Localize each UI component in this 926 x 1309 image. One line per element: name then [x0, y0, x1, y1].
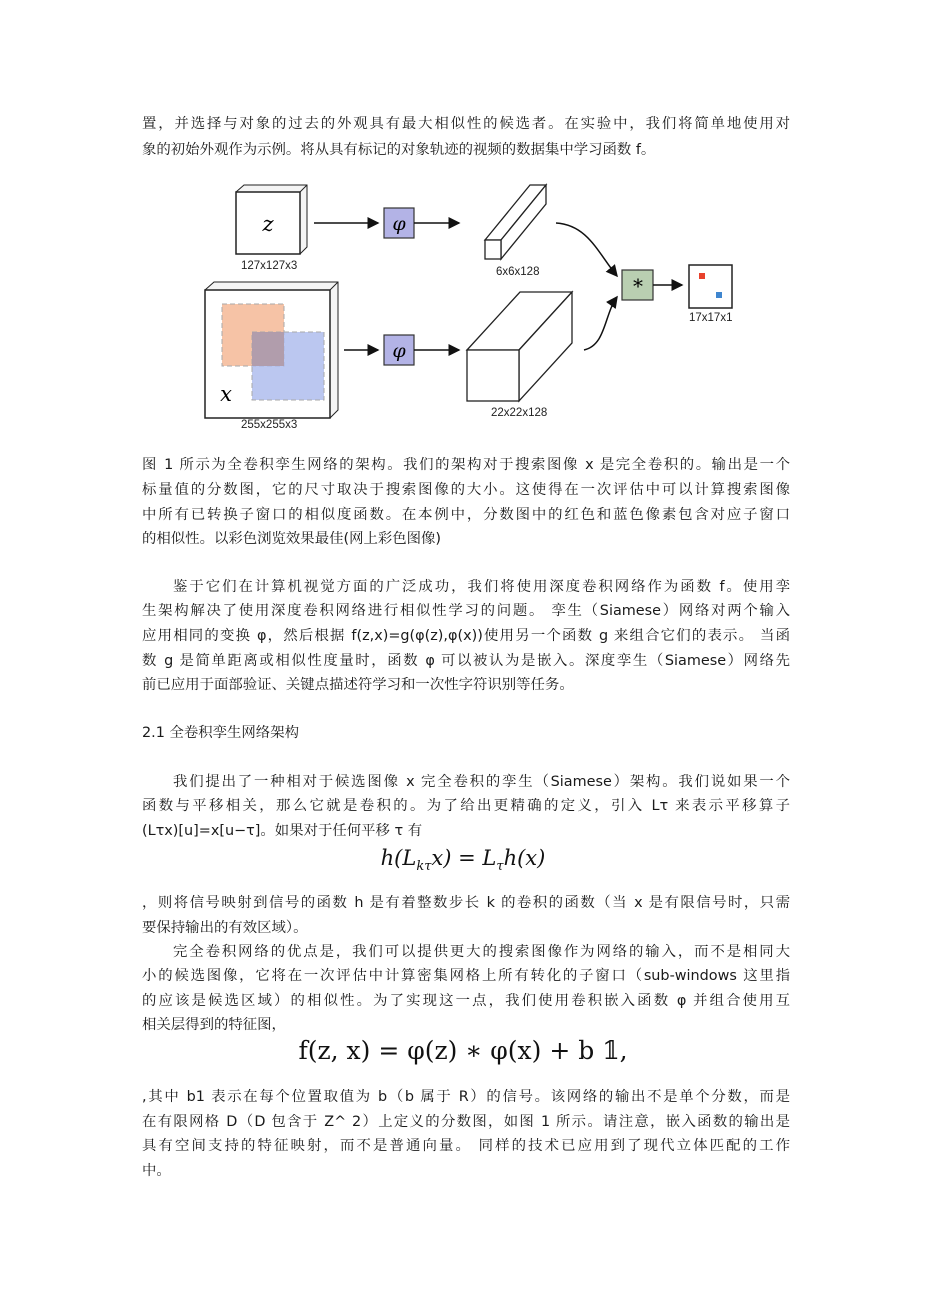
subwindow-overlap: [252, 332, 284, 366]
cross-correlation: [622, 270, 653, 300]
equation-score-map: f(z, x) = φ(z) ∗ φ(x) + b 𝟙,: [298, 1036, 628, 1065]
embedding-phi-bottom: [384, 335, 414, 365]
xcorr-symbol: *: [633, 274, 643, 298]
z-label: z: [262, 212, 274, 236]
section-heading: 2.1 全卷积孪生网络架构: [142, 725, 299, 741]
z-dims-label: 127x127x3: [241, 260, 298, 272]
search-image-x: [205, 282, 338, 418]
figure-caption-line: 中所有已转换子窗口的相似度函数。在本例中，分数图中的红色和蓝色像素包含对应子窗口: [142, 507, 790, 523]
x-label: x: [220, 382, 232, 406]
text-line: 要保持输出的有效区域）。: [142, 920, 308, 936]
figure-caption-line: 标量值的分数图，它的尺寸取决于搜索图像的大小。这使得在一次评估中可以计算搜索图像: [142, 482, 790, 498]
x-dims-label: 255x255x3: [241, 419, 298, 431]
text-line: 应用相同的变换 φ，然后根据 f(z,x)=g(φ(z),φ(x))使用另一个函数 g 来组合它们的表示。 当函: [142, 628, 790, 644]
phi-symbol: φ: [392, 340, 406, 362]
text-line: 前已应用于面部验证、关键点描述符学习和一次性字符识别等任务。: [142, 677, 574, 693]
feat-small-dims-label: 6x6x128: [496, 266, 540, 278]
text-line: 完全卷积网络的优点是，我们可以提供更大的搜索图像作为网络的输入，而不是相同大: [173, 944, 790, 960]
text-line: ,其中 b1 表示在每个位置取值为 b（b 属于 R）的信号。该网络的输出不是单个分数，而是: [142, 1089, 790, 1105]
equation-translation-covariance: $h(L_{k\tau}x) = L_\tau h(x)$: [380, 846, 546, 875]
text-line: 在有限网格 D（D 包含于 Z^ 2）上定义的分数图，如图 1 所示。请注意，嵌入函数的输出是: [142, 1114, 790, 1130]
text-line: 我们提出了一种相对于候选图像 x 完全卷积的孪生（Siamese）架构。我们说如果一个: [173, 774, 790, 790]
feature-map-small: [485, 185, 546, 259]
text-line: (Lτx)[u]=x[u−τ]。如果对于任何平移 τ 有: [142, 823, 423, 839]
feat-large-dims-label: 22x22x128: [491, 407, 548, 419]
text-line: 具有空间支持的特征映射，而不是普通向量。 同样的技术已应用到了现代立体匹配的工作: [142, 1138, 790, 1154]
exemplar-image-z: [236, 185, 307, 254]
figure-caption-line: 的相似性。以彩色浏览效果最佳(网上彩色图像): [142, 531, 442, 547]
text-line: 生架构解决了使用深度卷积网络进行相似性学习的问题。 孪生（Siamese）网络对两个输入: [142, 603, 790, 619]
text-line: 相关层得到的特征图，: [142, 1017, 286, 1033]
text-line: ，则将信号映射到信号的函数 h 是有着整数步长 k 的卷积的函数（当 x 是有限信号时，只需: [142, 895, 790, 911]
embedding-phi-top: [384, 208, 414, 238]
text-line: 中。: [142, 1163, 171, 1179]
text-line: 象的初始外观作为示例。将从具有标记的对象轨迹的视频的数据集中学习函数 f。: [142, 142, 656, 158]
score-map: [689, 265, 732, 308]
phi-symbol: φ: [392, 213, 406, 235]
text-line: 小的候选图像，它将在一次评估中计算密集网格上所有转化的子窗口（sub-windows 这里指: [142, 968, 790, 984]
text-line: 鉴于它们在计算机视觉方面的广泛成功，我们将使用深度卷积网络作为函数 f。使用孪: [173, 579, 790, 595]
score-blue-pixel: [716, 292, 722, 298]
score-dims-label: 17x17x1: [689, 312, 733, 324]
text-line: 函数与平移相关，那么它就是卷积的。为了给出更精确的定义，引入 Lτ 来表示平移算子: [142, 798, 790, 814]
score-red-pixel: [699, 273, 705, 279]
feature-map-large: [467, 292, 572, 401]
text-line: 的应该是候选区域）的相似性。为了实现这一点，我们使用卷积嵌入函数 φ 并组合使用互: [142, 993, 790, 1009]
text-line: 数 g 是简单距离或相似性度量时，函数 φ 可以被认为是嵌入。深度孪生（Siamese）网络先: [142, 653, 790, 669]
siamese-architecture-figure: [0, 165, 926, 435]
figure-caption-line: 图 1 所示为全卷积孪生网络的架构。我们的架构对于搜索图像 x 是完全卷积的。输出是一个: [142, 457, 790, 473]
text-line: 置，并选择与对象的过去的外观具有最大相似性的候选者。在实验中，我们将简单地使用对: [142, 116, 790, 132]
